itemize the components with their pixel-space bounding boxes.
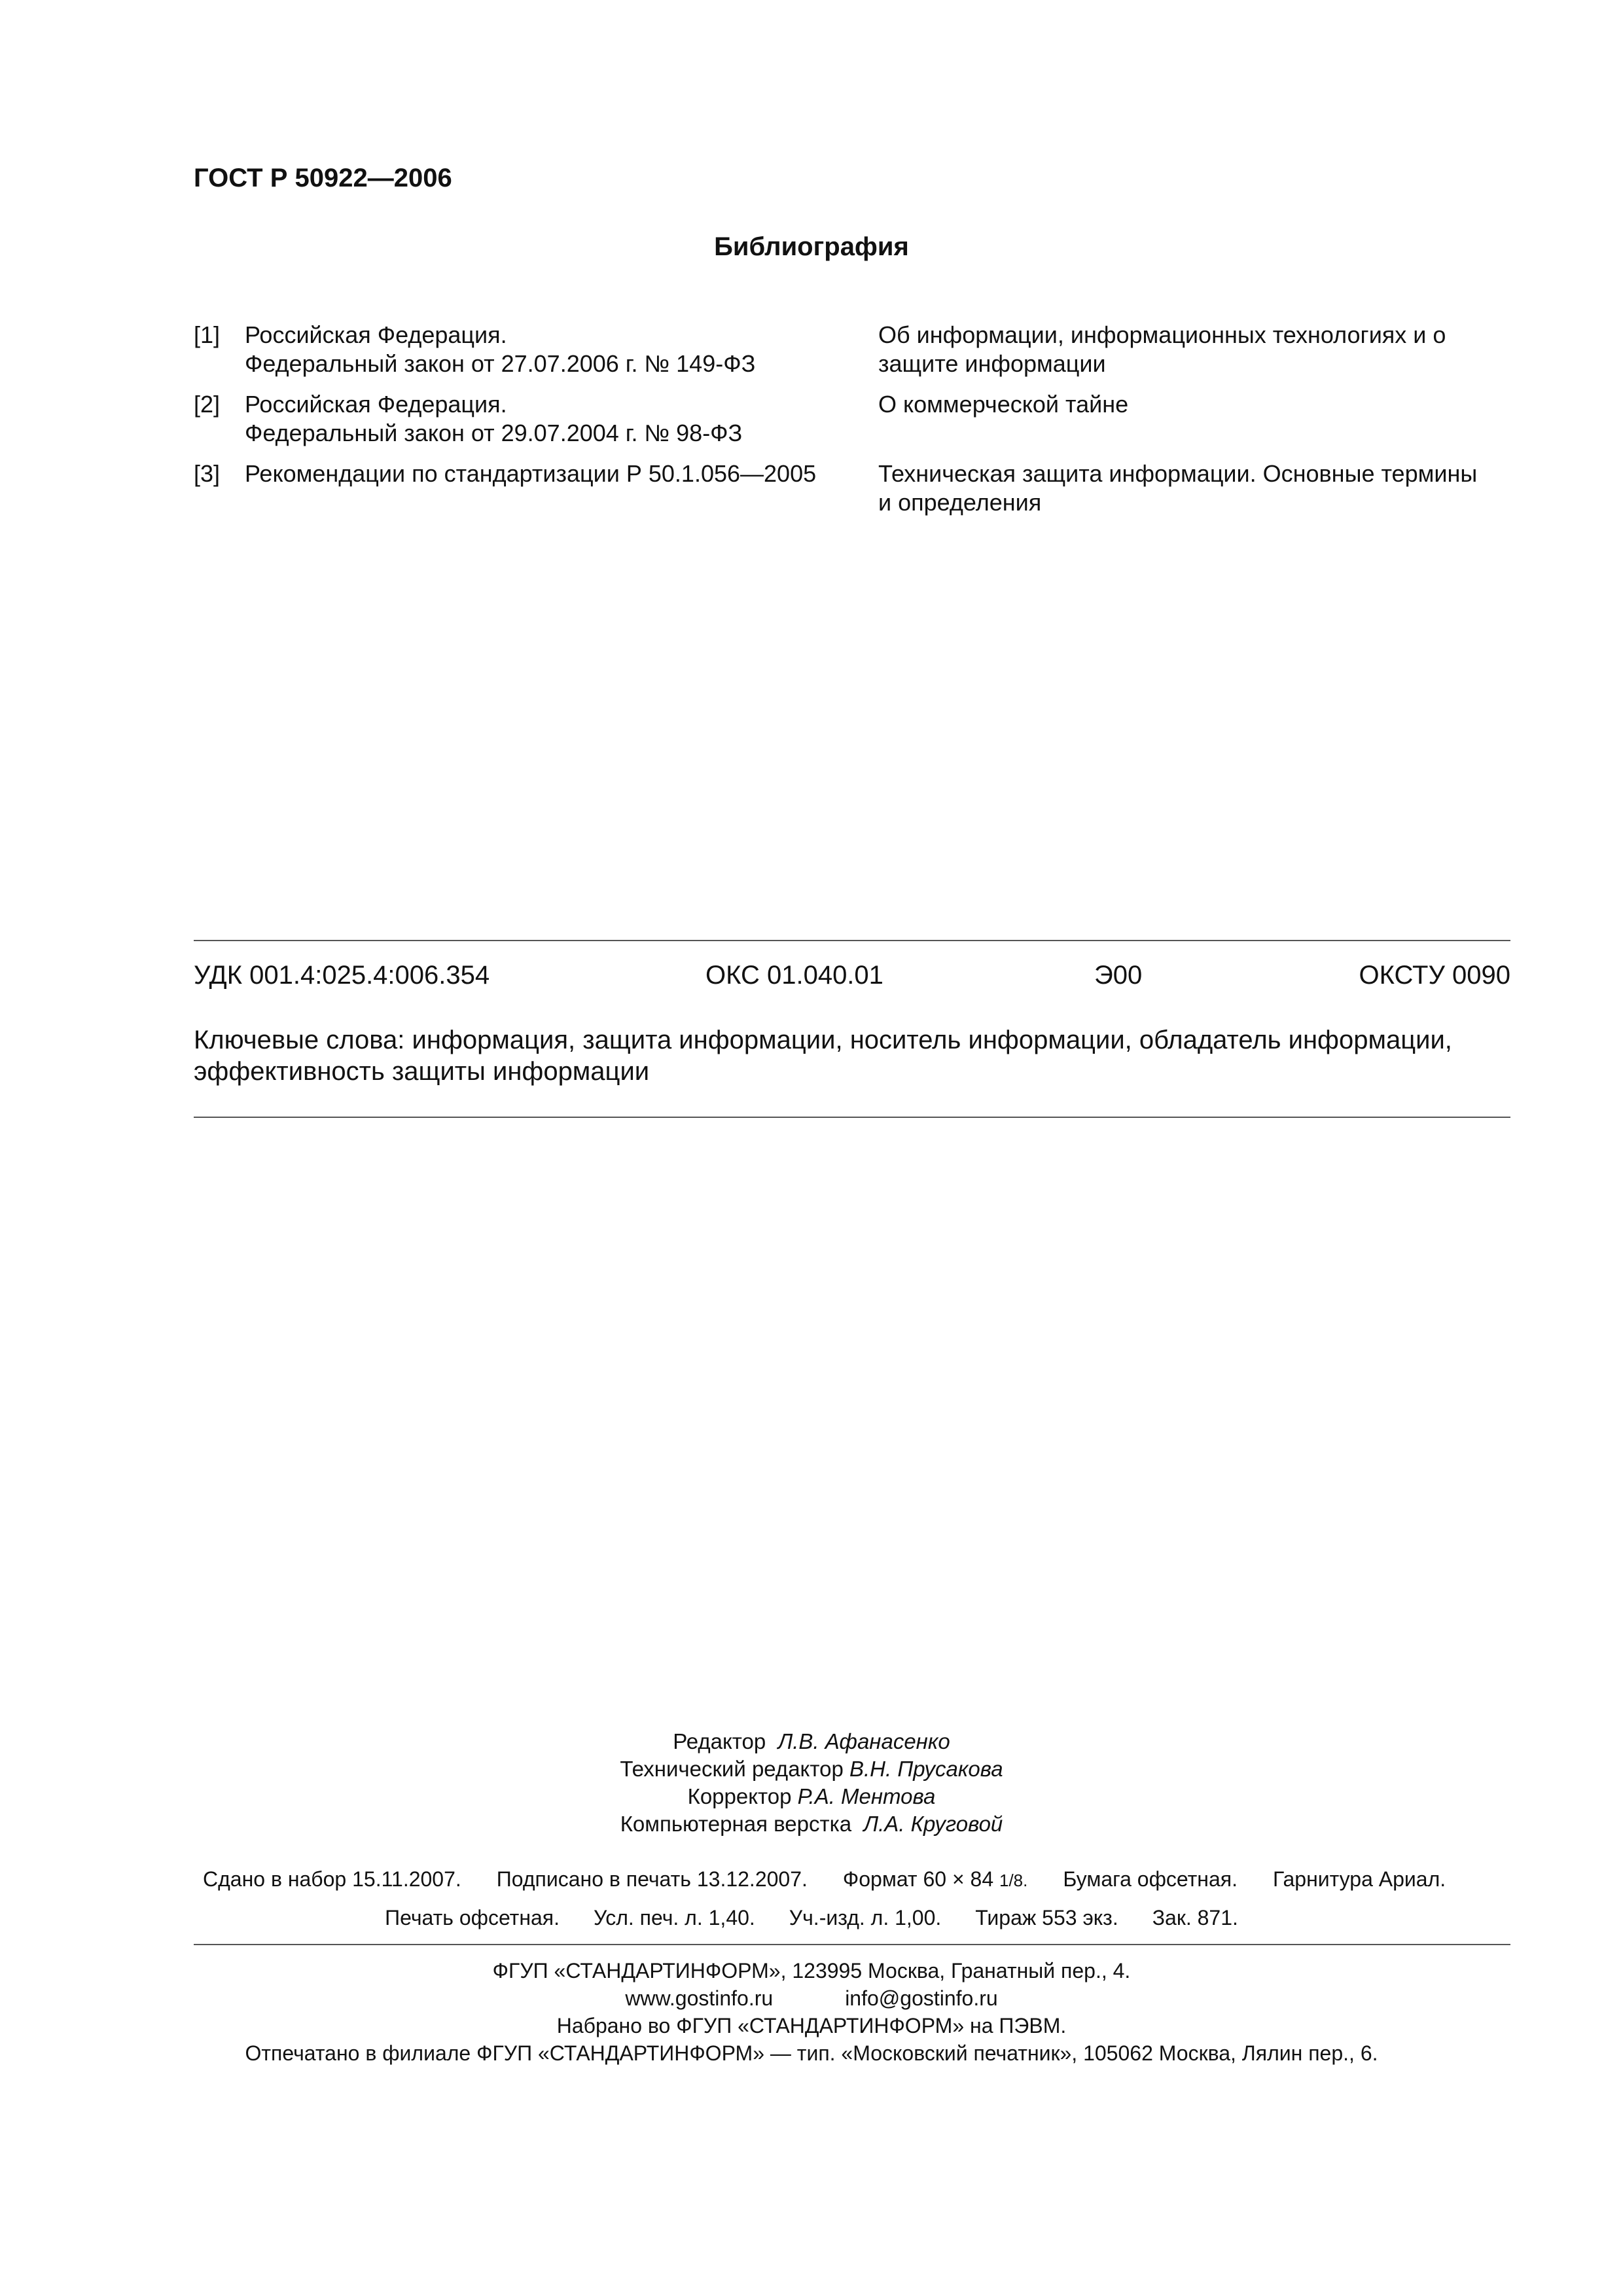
publisher-block (0, 1957, 1623, 2067)
credit-layout-name: Л.А. Круговой (863, 1812, 1003, 1836)
bib-item-1-title (878, 321, 1520, 378)
credit-corrector-role: Корректор (687, 1784, 792, 1808)
credit-tech-editor (0, 1755, 1623, 1783)
bib-item-1-source-line: Российская Федерация. (245, 321, 507, 348)
bib-item-1-title-line: защите информации (878, 350, 1106, 377)
okstu-code: ОКСТУ 0090 (1359, 961, 1510, 990)
credit-editor-role: Редактор (673, 1729, 766, 1753)
classification-bottom-rule (194, 1117, 1510, 1118)
bib-item-2-source (245, 390, 866, 448)
credit-layout-role: Компьютерная верстка (620, 1812, 852, 1836)
e-code: Э00 (1094, 961, 1143, 990)
credits (0, 1728, 1623, 1838)
bib-item-3-source (245, 459, 866, 488)
publisher-rule (194, 1944, 1510, 1945)
document-id: ГОСТ Р 50922—2006 (194, 164, 452, 192)
bib-item-3-title (878, 459, 1520, 517)
credit-corrector-name: Р.А. Ментова (797, 1784, 936, 1808)
print-format-value: Формат 60 × 84 (842, 1867, 994, 1891)
print-format-fraction: 1/8. (999, 1871, 1028, 1890)
classification-top-rule (194, 940, 1510, 941)
print-sheets: Усл. печ. л. 1,40. (594, 1906, 755, 1929)
bib-item-2-number: [2] (194, 391, 221, 418)
print-typeface: Гарнитура Ариал. (1272, 1867, 1446, 1891)
print-paper: Бумага офсетная. (1063, 1867, 1238, 1891)
bib-item-1-number: [1] (194, 321, 221, 348)
bib-item-3-number: [3] (194, 460, 221, 487)
bib-item-1-title-line: Об информации, информационных технологиях и о (878, 321, 1446, 348)
credit-tech-editor-role: Технический редактор (620, 1757, 844, 1781)
publisher-address: ФГУП «СТАНДАРТИНФОРМ», 123995 Москва, Гранатный пер., 4. (492, 1959, 1131, 1982)
print-typeset-date: Сдано в набор 15.11.2007. (203, 1867, 461, 1891)
publisher-website-link[interactable]: www.gostinfo.ru (625, 1986, 774, 2010)
bib-item-3-title-line: и определения (878, 489, 1042, 516)
credit-editor-name: Л.В. Афанасенко (777, 1729, 950, 1753)
bib-item-3-title-line: Техническая защита информации. Основные термины (878, 460, 1478, 487)
credit-editor (0, 1728, 1623, 1755)
publisher-contacts (0, 1984, 1623, 2012)
bib-item-2-source-line: Федеральный закон от 29.07.2004 г. № 98-ФЗ (245, 420, 743, 446)
publisher-printer-note: Отпечатано в филиале ФГУП «СТАНДАРТИНФОРМ» — тип. «Московский печатник», 105062 Москва, Лялин пер., 6. (245, 2041, 1378, 2065)
print-pub-sheets: Уч.-изд. л. 1,00. (789, 1906, 942, 1929)
credit-layout (0, 1810, 1623, 1838)
print-method: Печать офсетная. (385, 1906, 560, 1929)
print-signed-date: Подписано в печать 13.12.2007. (496, 1867, 808, 1891)
bib-item-2-source-line: Российская Федерация. (245, 391, 507, 418)
publisher-email-link[interactable]: info@gostinfo.ru (845, 1986, 998, 2010)
bib-item-2-title-line: О коммерческой тайне (878, 391, 1129, 418)
udk-code: УДК 001.4:025.4:006.354 (194, 961, 490, 990)
bib-item-3-source-line: Рекомендации по стандартизации Р 50.1.056—2005 (245, 460, 817, 487)
print-format (843, 1867, 1027, 1891)
bib-item-1-source-line: Федеральный закон от 27.07.2006 г. № 149-ФЗ (245, 350, 756, 377)
print-info-line-1 (203, 1867, 1446, 1892)
credit-corrector (0, 1783, 1623, 1810)
keywords: Ключевые слова: информация, защита информации, носитель информации, обладатель информации, эффективность защиты информации (194, 1026, 1452, 1086)
bibliography-title: Библиография (714, 232, 909, 261)
print-info-line-2 (0, 1906, 1623, 1930)
bib-item-1-source (245, 321, 866, 378)
credit-tech-editor-name: В.Н. Прусакова (849, 1757, 1003, 1781)
bib-item-2-title (878, 390, 1520, 419)
oks-code: ОКС 01.040.01 (705, 961, 883, 990)
publisher-typeset-note: Набрано во ФГУП «СТАНДАРТИНФОРМ» на ПЭВМ. (556, 2014, 1067, 2037)
print-run: Тираж 553 экз. (975, 1906, 1118, 1929)
print-order: Зак. 871. (1152, 1906, 1238, 1929)
